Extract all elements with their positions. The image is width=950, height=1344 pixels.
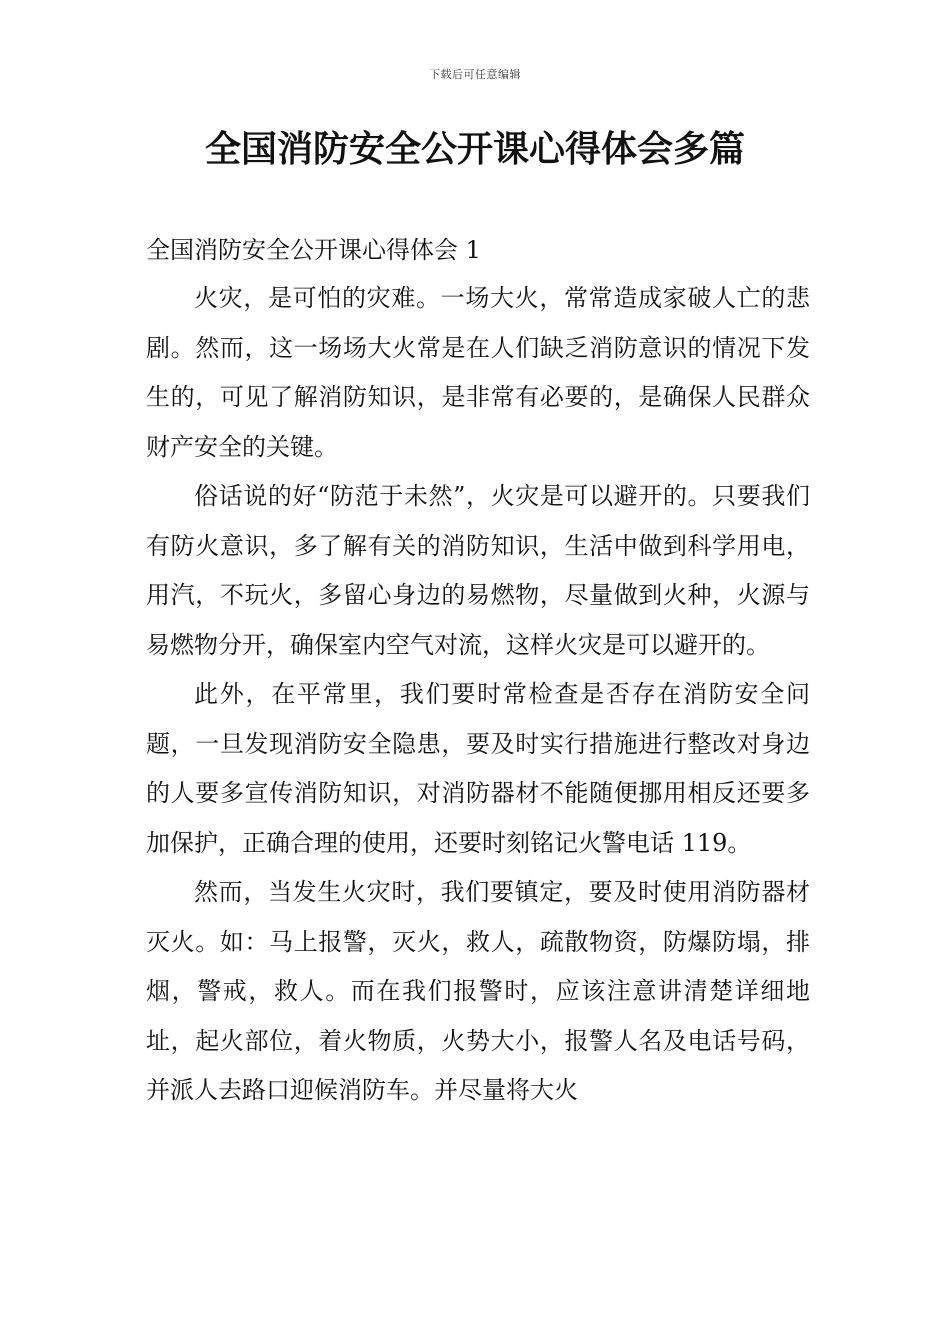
download-note: 下载后可任意编辑 — [429, 68, 521, 81]
paragraph-2: 俗话说的好“防范于未然”，火灾是可以避开的。只要我们有防火意识，多了解有关的消防知识，生活中做到科学用电，用汽，不玩火，多留心身边的易燃物，尽量做到火种，火源与易燃物分开，确保室内空气对流，这样火灾是可以避开的。 — [146, 482, 810, 659]
section-heading: 全国消防安全公开课心得体会 1 — [146, 236, 481, 264]
paragraph-3: 此外，在平常里，我们要时常检查是否存在消防安全问题，一旦发现消防安全隐患，要及时实行措施进行整改对身边的人要多宣传消防知识，对消防器材不能随便挪用相反还要多加保护，正确合理的使用，还要时刻铭记火警电话 119。 — [146, 680, 810, 857]
document-body — [146, 226, 810, 1116]
paragraph-4: 然而，当发生火灾时，我们要镇定，要及时使用消防器材灭火。如：马上报警，灭火，救人，疏散物资，防爆防塌，排烟，警戒，救人。而在我们报警时，应该注意讲清楚详细地址，起火部位，着火物质，火势大小，报警人名及电话号码，并派人去路口迎候消防车。并尽量将大火 — [146, 878, 810, 1104]
document-title: 全国消防安全公开课心得体会多篇 — [204, 129, 745, 170]
paragraph-1: 火灾，是可怕的灾难。一场大火，常常造成家破人亡的悲剧。然而，这一场场大火常是在人们缺乏消防意识的情况下发生的，可见了解消防知识，是非常有必要的，是确保人民群众财产安全的关键。 — [146, 284, 810, 461]
